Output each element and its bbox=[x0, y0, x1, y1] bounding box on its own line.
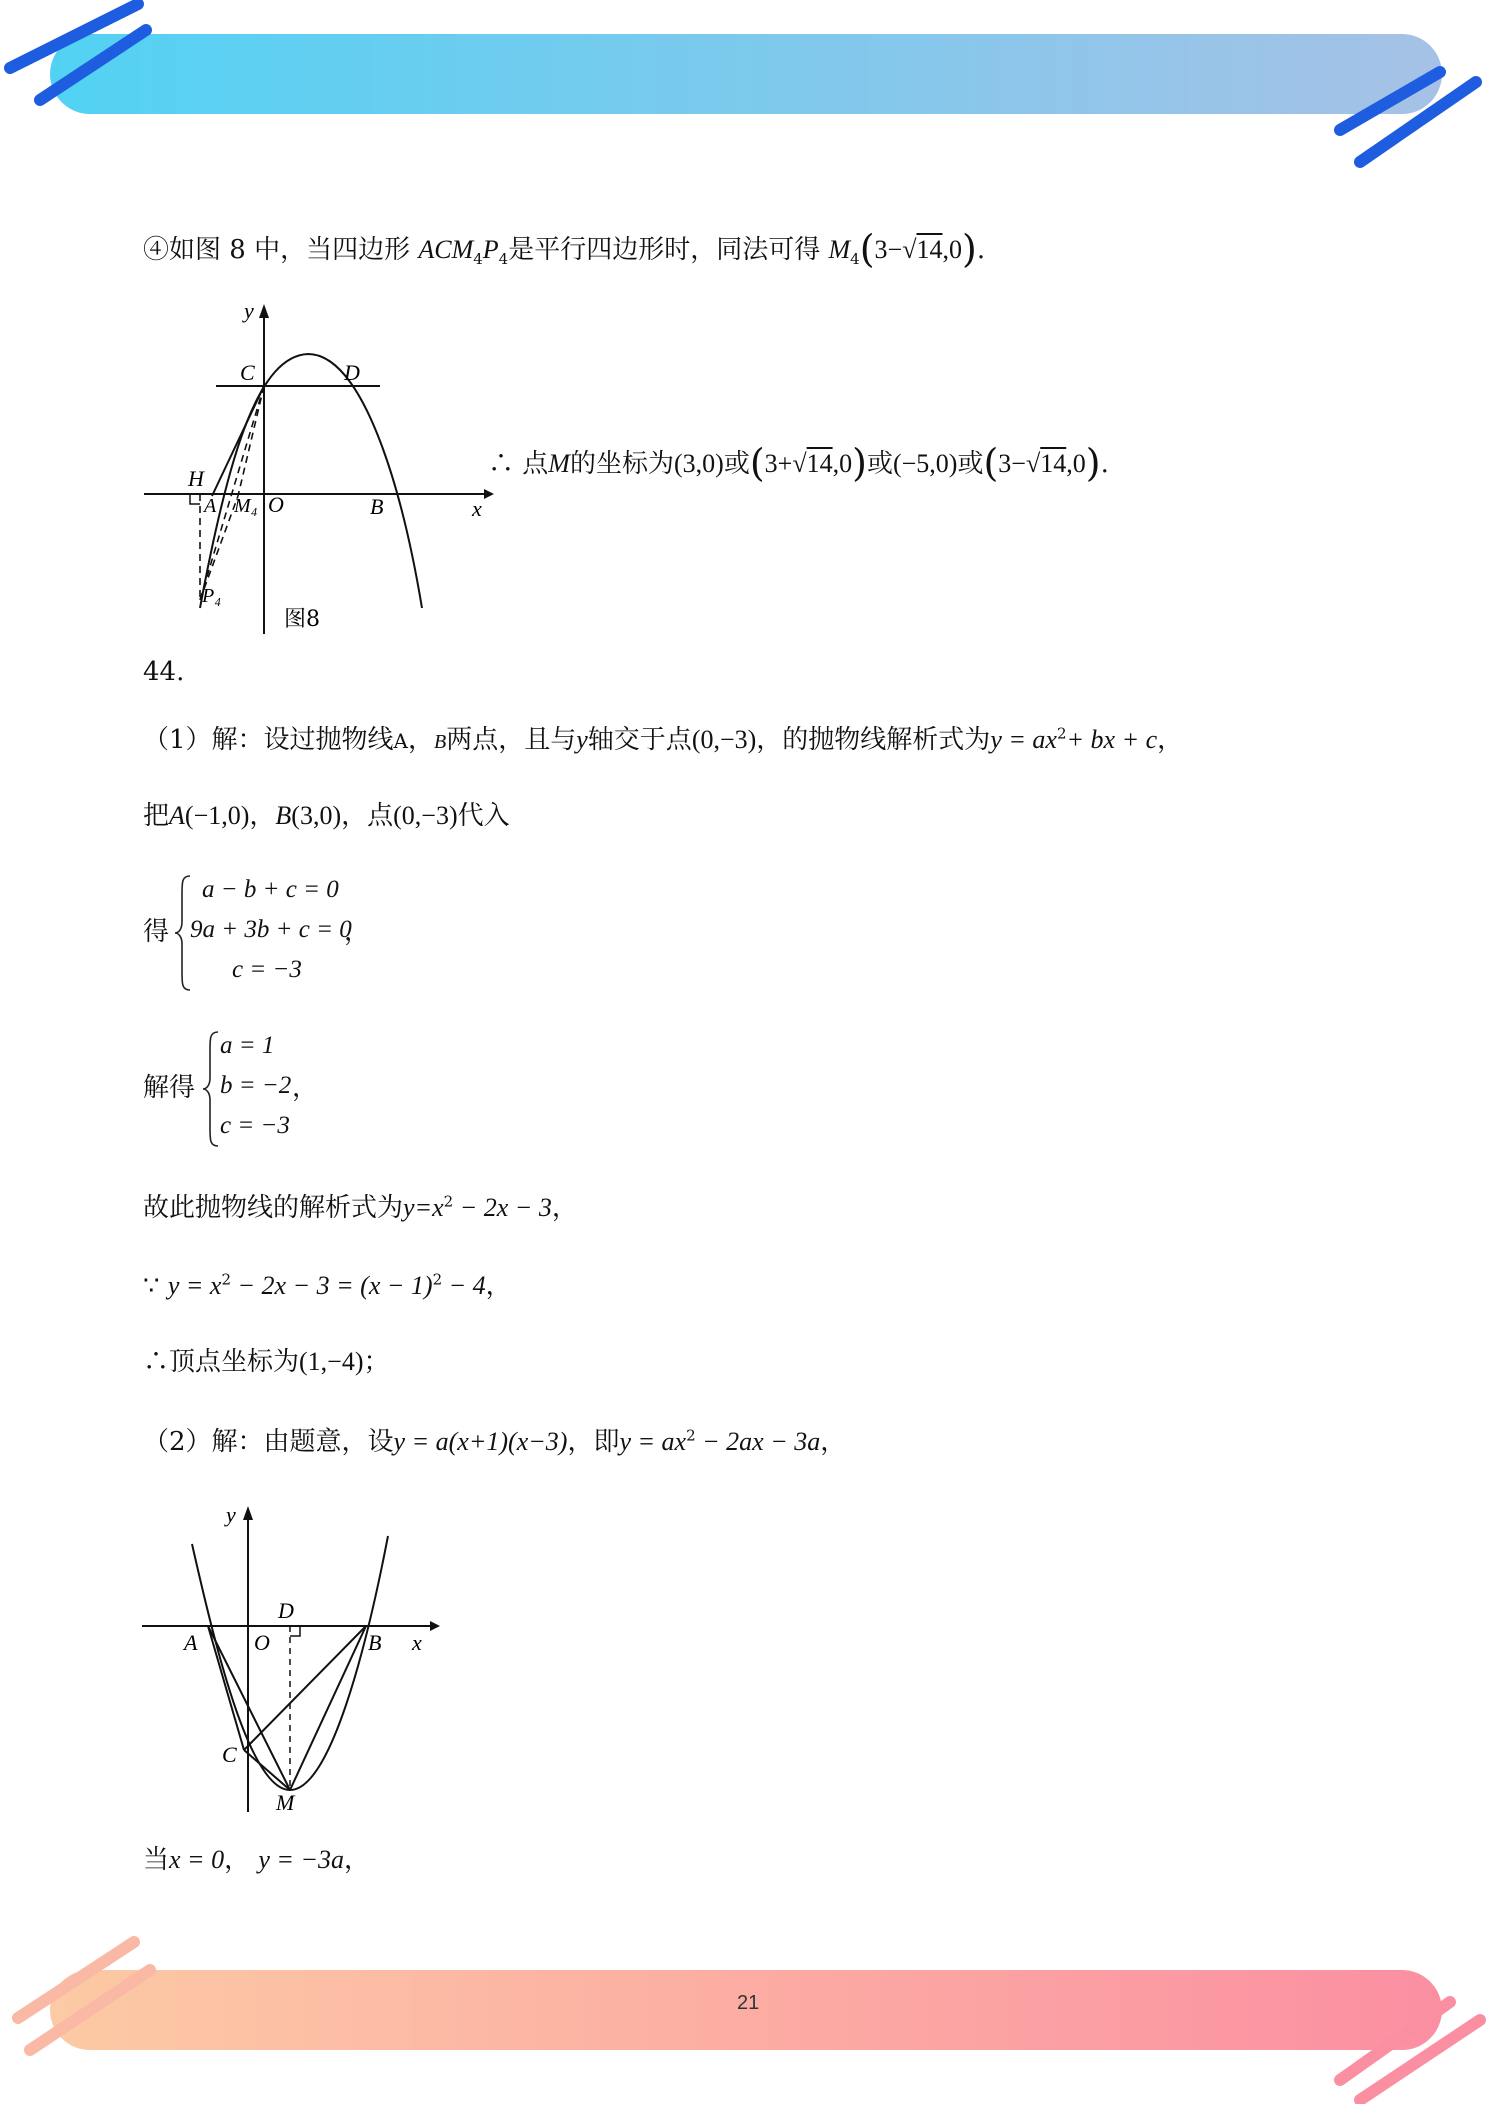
fig8-caption: 图8 bbox=[284, 607, 320, 632]
fig2-label-M: M bbox=[276, 1790, 295, 1815]
q44-p2-formula2a: y = ax bbox=[619, 1427, 687, 1456]
conclusion-c1: (3,0) bbox=[673, 449, 724, 478]
figure-8 bbox=[140, 296, 500, 642]
q44-result-formula: y=x bbox=[403, 1193, 444, 1222]
q44-sub-c: ，点 bbox=[341, 801, 394, 831]
system2-eq1: a = 1 bbox=[220, 1032, 275, 1059]
fig8-label-x: x bbox=[472, 496, 482, 521]
conclusion-text1: 点 bbox=[522, 449, 549, 479]
conclusion-c2-a: 3+ bbox=[764, 449, 793, 478]
conclusion-or3: 或 bbox=[957, 449, 984, 479]
fig8-label-H: H bbox=[188, 466, 204, 491]
fig2-label-D: D bbox=[278, 1598, 294, 1623]
q44-p1-y: y bbox=[576, 725, 588, 754]
system2-end: ， bbox=[292, 1073, 319, 1103]
q44-p2-formula2b: − 2ax − 3a bbox=[695, 1427, 821, 1456]
part4-coord-rad: 14 bbox=[916, 235, 943, 264]
system1-label: 得 bbox=[143, 917, 170, 947]
conclusion-or1: 或 bbox=[723, 449, 750, 479]
fig8-label-A: A bbox=[204, 495, 217, 517]
q44-because-b: − 2x − 3 = bbox=[230, 1271, 361, 1300]
q44-sub-B: B bbox=[275, 801, 292, 830]
q44-sub-a: 把 bbox=[143, 801, 170, 831]
q44-result-a: 故此抛物线的解析式为 bbox=[143, 1193, 404, 1223]
fig2-label-C: C bbox=[222, 1742, 237, 1767]
part4-coord-minus: − bbox=[887, 235, 903, 264]
fig8-label-C: C bbox=[240, 360, 255, 385]
q44-p2-formula: y = a(x+1)(x−3) bbox=[393, 1427, 568, 1456]
q44-p2-end: ， bbox=[820, 1427, 847, 1457]
q44-vertex bbox=[143, 1344, 390, 1380]
fig2-label-O: O bbox=[254, 1630, 270, 1655]
q44-last-a: 当 bbox=[143, 1845, 170, 1875]
part4-middle: 是平行四边形时，同法可得 bbox=[508, 235, 821, 265]
q44-sub-Bpt: (3,0) bbox=[291, 801, 342, 830]
fig8-label-y: y bbox=[244, 298, 254, 323]
page-number: 21 bbox=[737, 1992, 760, 2014]
system1-eq3: c = −3 bbox=[232, 956, 302, 983]
q44-result-end: ， bbox=[551, 1193, 578, 1223]
q44-because-end: ， bbox=[485, 1271, 512, 1301]
q44-p1-end: ， bbox=[1157, 725, 1184, 755]
figure-2 bbox=[140, 1500, 450, 1820]
q44-because-d: − 4 bbox=[442, 1271, 486, 1300]
q44-p1-e: ，的抛物线解析式为 bbox=[756, 725, 991, 755]
q44-sub-A: A bbox=[169, 801, 185, 830]
conclusion-c4-a: 3− bbox=[998, 449, 1026, 478]
q44-p1-formula: y = ax bbox=[990, 725, 1057, 754]
part4-quad: ACM bbox=[418, 235, 474, 264]
q44-because-sym: ∵ bbox=[143, 1271, 160, 1301]
q44-vertex-a: ∴顶点坐标为 bbox=[143, 1347, 300, 1377]
fig2-label-y: y bbox=[226, 1502, 236, 1527]
q44-p1: （1）解：设过抛物线A，B两点，且与y轴交于点(0,−3)，的抛物线解析式为$y = ax^2+$ bx + c， bbox=[143, 724, 1184, 755]
part4-coord-a: 3 bbox=[874, 235, 888, 264]
fig8-label-D: D bbox=[344, 360, 360, 385]
fig8-label-P4: P₄ bbox=[202, 585, 222, 607]
q44-vertex-pt: (1,−4) bbox=[299, 1347, 364, 1376]
q44-p1-d: 轴交于点 bbox=[587, 725, 692, 755]
fig2-label-A: A bbox=[184, 1630, 198, 1655]
conclusion-c2-rad: 14 bbox=[806, 449, 833, 478]
q44-sub-end: 代入 bbox=[457, 801, 510, 831]
q44-p1-b: ， bbox=[408, 725, 435, 755]
conclusion-line: ∴ 点M的坐标为(3,0)或(3+√14,0)或(−5,0)或(3−√14,0). bbox=[488, 441, 1109, 485]
part4-m-letter: M bbox=[828, 235, 851, 264]
conclusion-m: M bbox=[548, 449, 570, 478]
conclusion-c2-tail: ,0 bbox=[832, 449, 853, 478]
system1-eq2: 9a + 3b + c = 0 bbox=[190, 916, 352, 943]
q44-result-tail: − 2x − 3 bbox=[453, 1193, 552, 1222]
conclusion-c4-rad: 14 bbox=[1040, 449, 1067, 478]
q44-result: 故此抛物线的解析式为$y=x^2 - 2x - 3$， bbox=[143, 1192, 578, 1223]
footer-stripes-right bbox=[1320, 1980, 1488, 2104]
q44-p2-b: ，即 bbox=[567, 1427, 620, 1457]
conclusion-text2: 的坐标为 bbox=[569, 449, 674, 479]
system2-eq2: b = −2 bbox=[220, 1072, 292, 1099]
q44-because: ∵ $y = x^2 - 2x - 3 = (x - 1)^2 - 4$， bbox=[143, 1270, 512, 1301]
header-stripes-left bbox=[0, 0, 170, 120]
part4-line: ④如图 8 中，当四边形 $ACM_4P_4$是平行四边形时，同法可得 $M_4(3-√14,0)$. bbox=[143, 227, 986, 271]
conclusion-c4-tail: ,0 bbox=[1066, 449, 1086, 478]
q44-p1-a: （1）解：设过抛物线 bbox=[143, 725, 394, 755]
q44-sub-pt: (0,−3) bbox=[393, 801, 458, 830]
part4-quad-sub2: 4 bbox=[498, 250, 509, 269]
part4-prefix: ④如图 8 中，当四边形 bbox=[143, 235, 411, 265]
q44-p1-A: A bbox=[393, 729, 408, 753]
q44-p1-c: 两点，且与 bbox=[446, 725, 577, 755]
conclusion-or2: 或 bbox=[866, 449, 893, 479]
q44-p2-a: （2）解：由题意，设 bbox=[143, 1427, 394, 1457]
system2-label: 解得 bbox=[143, 1073, 196, 1103]
q44-p1-B: B bbox=[434, 731, 447, 753]
system2-eq3: c = −3 bbox=[220, 1112, 290, 1139]
q44-p1-f2: + bx + c bbox=[1066, 725, 1158, 754]
q44-vertex-end: ； bbox=[363, 1347, 390, 1377]
fig8-label-O: O bbox=[268, 492, 284, 517]
part4-coord-tail: ,0 bbox=[942, 235, 962, 264]
conclusion-c3: (−5,0) bbox=[892, 449, 958, 478]
fig2-label-B: B bbox=[368, 1630, 382, 1655]
system2-brace bbox=[202, 1030, 222, 1148]
q44-p1-pt: (0,−3) bbox=[691, 725, 757, 754]
q44-last-x: x = 0 bbox=[169, 1845, 225, 1874]
header-stripes-right bbox=[1320, 50, 1488, 180]
q44-because-a: y = x bbox=[167, 1271, 222, 1300]
q44-last-y: y = −3a bbox=[258, 1845, 345, 1874]
q44-last-sep: ， bbox=[224, 1845, 251, 1875]
fig2-label-x: x bbox=[412, 1630, 422, 1655]
system1-eq1: a − b + c = 0 bbox=[202, 876, 339, 903]
q44-p2: （2）解：由题意，设y = a(x+1)(x−3)，即$y = ax^2 - 2ax - 3a$， bbox=[143, 1426, 847, 1457]
conclusion-therefore: ∴ bbox=[488, 449, 515, 479]
q44-number: 44. bbox=[143, 657, 185, 687]
header-banner bbox=[50, 34, 1442, 114]
part4-end: . bbox=[976, 235, 986, 265]
q44-last-end: ， bbox=[344, 1845, 371, 1875]
fig8-label-M4: M₄ bbox=[234, 495, 258, 517]
footer-stripes-left bbox=[0, 1930, 170, 2060]
q44-sub-Apt: (−1,0) bbox=[184, 801, 250, 830]
q44-sub-sep: ， bbox=[249, 801, 276, 831]
q44-sub-line bbox=[143, 798, 510, 834]
q44-last-line bbox=[143, 1842, 370, 1878]
q44-because-c: (x − 1) bbox=[360, 1271, 433, 1300]
fig8-label-B: B bbox=[370, 494, 384, 519]
part4-m-sub: 4 bbox=[850, 250, 860, 269]
system1-end: ， bbox=[344, 917, 371, 947]
part4-quad-p: P bbox=[482, 235, 499, 264]
conclusion-end: . bbox=[1100, 449, 1109, 479]
part4-quad-sub1: 4 bbox=[473, 250, 483, 269]
